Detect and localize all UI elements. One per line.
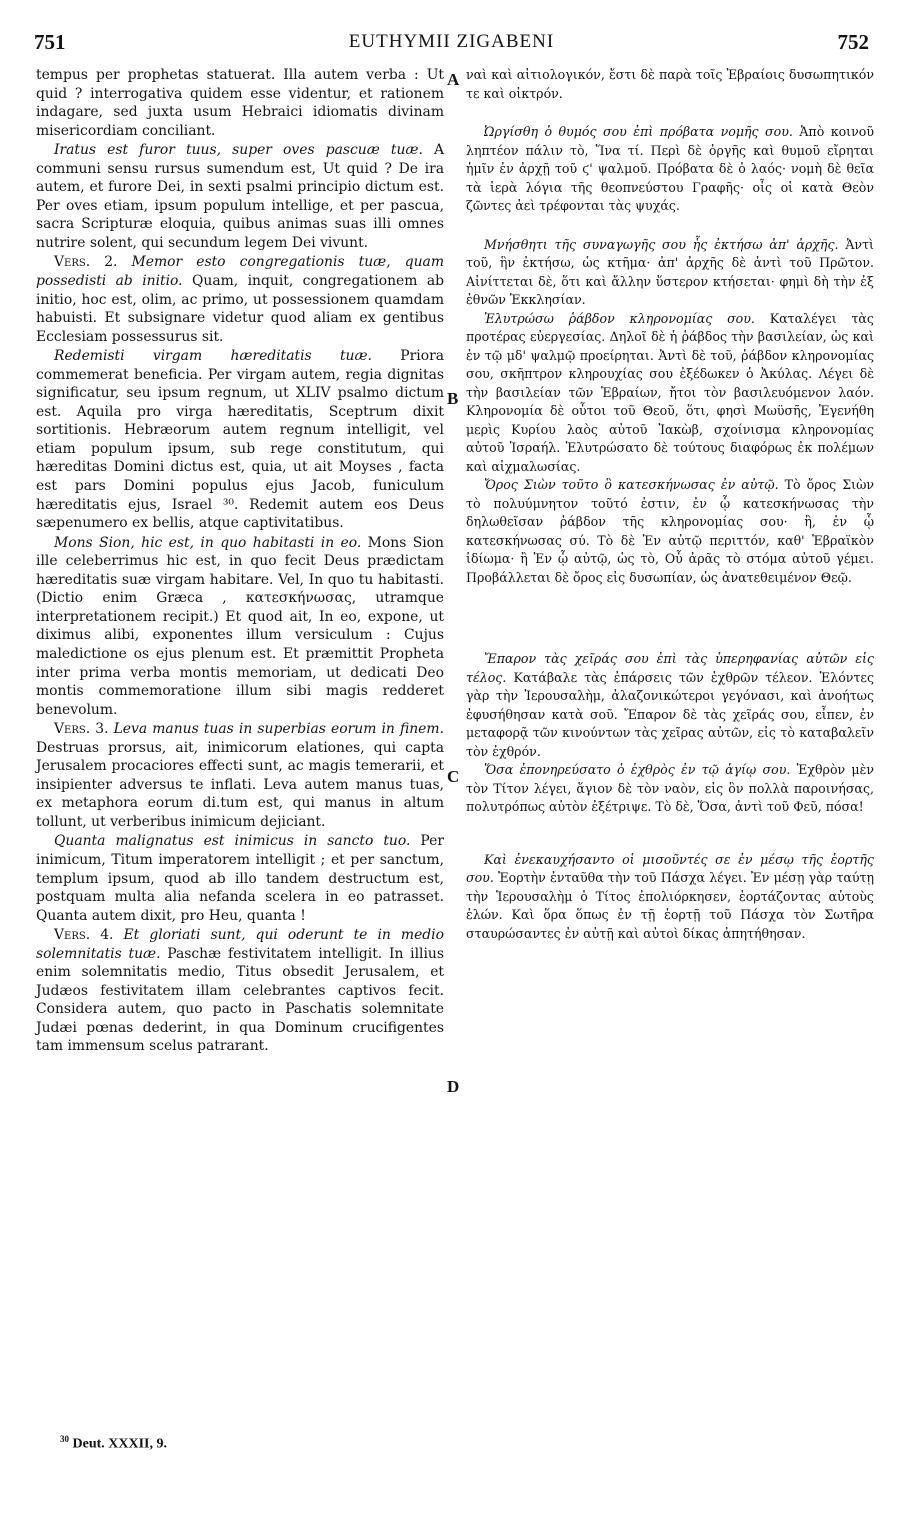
greek-lemma: Ὄρος Σιὼν τοῦτο ὃ κατεσκήνωσας ἐν αὐτῷ. xyxy=(484,477,779,492)
spacer xyxy=(466,216,874,236)
latin-text: Paschæ festivitatem intelligit. In illius enim solemnitatis medio, Titus obsedit Jerusalem, et Judæos festivitatem illam celebrantes captivos fecit. Considera autem, quo pacto in Paschatis solemnitate Judæi pœnas dederint, in qua Dominum crucifigentes tam immensum scelus patrarant. xyxy=(36,945,444,1055)
verse-label: Vers. 4. xyxy=(54,927,114,944)
latin-text: tempus per prophetas statuerat. Illa autem verba : Ut quid ? interrogativa quidem esse videntur, et rationem indagare, sed juxta usum Hebraici idiomatis divinam misericordiam conciliant. xyxy=(36,67,444,139)
latin-lemma: Leva manus tuas in superbias eorum in finem. xyxy=(108,721,444,738)
greek-paragraph xyxy=(466,66,874,103)
greek-text: Ἀντὶ τοῦ, ἣν ἐκτήσω, ὡς κτῆμα· ἀπ' ἀρχῆς δὲ ἀντὶ τοῦ Πρῶτον. Αἰνίττεται δὲ, ὅτι καὶ ἄλλην ὕστερον κτήσεται· φημὶ δὴ τὴν ἐξ ἐθνῶν Ἐκκλησίαν. xyxy=(466,236,874,307)
greek-text: Ἑορτὴν ἐνταῦθα τὴν τοῦ Πάσχα λέγει. Ἐν μέσῃ γὰρ ταύτῃ τὴν Ἱερουσαλὴμ ὁ Τίτος ἐπολιόρκησεν, ἑορτάζοντας αὐτοὺς ἑλών. Καὶ ὅρα ὅπως ἐν τῇ ἑορτῇ τοῦ Πάσχα τὸν Σωτῆρα σταυρώσαντες ἐν αὐτῇ καὶ αὐτοὶ δίκας ἀπητήθησαν. xyxy=(466,870,874,941)
page-number-right: 752 xyxy=(837,30,869,54)
greek-text: Ἐχθρὸν μὲν τὸν Τίτον λέγει, ἅγιον δὲ τὸν ναὸν, εἰς ὃν πολλὰ παροινήσας, πολυτρόπως αὐτὸν ἐξέτριψε. Τὸ δὲ, Ὅσα, ἀντὶ τοῦ Φεῦ, πόσα! xyxy=(466,762,875,814)
greek-paragraph xyxy=(466,761,874,817)
latin-lemma: Memor esto congregationis tuæ, quam possedisti ab initio. xyxy=(36,254,445,290)
latin-text: A communi sensu rursus sumendum est, Ut quid ? De ira autem, et furore Dei, in sexti psalmi principio dictum est. Per oves etiam, ipsum populum intellige, et per pascua, sacra Scripturæ eloquia, quibus animas suas illi omnes nutrire solent, qui secundum legem Dei vivunt. xyxy=(36,142,444,251)
page-number-left: 751 xyxy=(34,30,66,54)
greek-text: Κατάβαλε τὰς ἐπάρσεις τῶν ἐχθρῶν τέλεον. Ἑλόντες γὰρ τὴν Ἱερουσαλὴμ, ἀλαζονικώτεροι γεγόνασι, καὶ ἀνοήτως ἐφυσήθησαν κατὰ σοῦ. Ἔπαρον δὲ τὰς χεῖράς σου, εἶπεν, ἐν μεταφορᾷ τῶν κινούντων τὰς χεῖρας αὐτῶν, εἰς τὸ καταβαλεῖν τὸν ἐχθρόν. xyxy=(466,669,874,759)
greek-column xyxy=(466,66,874,943)
greek-paragraph xyxy=(466,851,874,944)
latin-lemma: Mons Sion, hic est, in quo habitasti in eo. xyxy=(54,534,362,551)
latin-text: Mons Sion ille celeberrimus hic est, in quo fecit Deus prædictam hæreditatis suæ virgam habitare. Vel, In quo tu habitasti. (Dictio enim Græca , κατεσκήνωσας, utramque interpretationem recipit.) Et quod ait, In eo, expone, ut diximus alibi, exponentes illum versiculum : Cujus maledictione os ejus plenum est. Et præmittit Propheta inter prima verba montis memoriam, ut dedicati Deo montis commemoratione illum sibi magis redderet benevolum. xyxy=(36,534,444,718)
latin-lemma: Quanta malignatus est inimicus in sancto tuo. xyxy=(54,833,411,850)
greek-text: Καταλέγει τὰς προτέρας εὐεργεσίας. Δηλοῖ δὲ ἡ ῥάβδος τὴν βασιλείαν, ὡς καὶ ἐν τῷ μδ' ψαλμῷ προείρηται. Ἀντὶ δὲ τοῦ, ῥάβδον κληρονομίας σου, σκῆπτρον κληρουχίας σου ἐξέδωκεν ὁ Ἀκύλας. Λέγει δὲ τὴν βασιλείαν τῶν Ἑβραίων, ἤτοι τὸν βασιλευόμενον λαόν. Κληρονομία δὲ οὗτοι τοῦ Θεοῦ, ὅτι, φησὶ Μωϋσῆς, Ἐγενήθη μερὶς Κυρίου λαὸς αὐτοῦ Ἰακὼβ, σχοίνισμα κληρονομίας αὐτοῦ Ἰσραήλ. Ἐλυτρώσατο δὲ τούτους διαφόρως ἐκ πολέμων καὶ αἰχμαλωσίας. xyxy=(466,310,874,474)
footnote xyxy=(60,1434,167,1453)
latin-paragraph xyxy=(36,926,444,1056)
greek-lemma: Ἔπαρον τὰς χεῖράς σου ἐπὶ τὰς ὑπερηφανίας αὐτῶν εἰς τέλος. xyxy=(466,651,874,685)
running-title: EUTHYMII ZIGABENI xyxy=(348,31,555,52)
spacer xyxy=(466,103,874,123)
greek-text: Ἀπὸ κοινοῦ ληπτέον πάλιν τὸ, Ἵνα τί. Περὶ δὲ ὀργῆς καὶ θυμοῦ εἴρηται ἡμῖν ἐν ἀρχῇ τοῦ ϛ' ψαλμοῦ. Πρόβατα δὲ ὁ λαός· νομὴ δὲ θεῖα τὰ ἱερὰ λόγια τῆς θεοπνεύστου Γραφῆς· οἷς οἱ κατὰ Θεὸν ζῶντες ἀεὶ τρέφονται τὰς ψυχάς. xyxy=(466,124,874,213)
footnote-text: Deut. XXXII, 9. xyxy=(69,1436,167,1452)
margin-marker-d: D xyxy=(447,1077,460,1096)
greek-paragraph xyxy=(466,476,874,587)
latin-text: Destruas prorsus, ait, inimicorum elationes, qui capta Jerusalem procaciores effecti sunt, ac magis temerarii, et insipienter adversus te inflati. Leva autem manus tuas, ex metaphora eorum di.tum est, qui manus in altum tollunt, ut verberibus inimicum dejiciant. xyxy=(36,739,444,830)
latin-paragraph xyxy=(36,534,444,719)
latin-paragraph xyxy=(36,141,444,252)
latin-paragraph xyxy=(36,832,444,925)
greek-text: Τὸ ὄρος Σιὼν τὸ πολυύμνητον τοῦτό ἐστιν, ἐν ᾧ κατεσκήνωσας τὴν δηλωθεῖσαν ῥάβδον τῆς κληρονομίας σου· ἢ, ἐν ᾧ κατεσκήνωσας σύ. Τὸ δὲ Ἐν αὐτῷ περιττόν, καθ' Ἑβραϊκὸν ἰδίωμα· ἢ Ἐν ᾧ αὐτῷ, ὡς τὸ, Οὗ ἀρᾶς τὸ στόμα αὐτοῦ γέμει. Προβάλλεται δὲ ὄρος εἰς δυσωπίαν, ὡς ἀνατεθειμένον Θεῷ. xyxy=(466,477,874,585)
spacer xyxy=(466,817,874,851)
greek-text: ναὶ καὶ αἰτιολογικόν, ἔστι δὲ παρὰ τοῖς Ἑβραίοις δυσωπητικόν τε καὶ οἰκτρόν. xyxy=(466,67,874,101)
latin-paragraph xyxy=(36,720,444,831)
footnote-number: 30 xyxy=(60,1434,69,1444)
spacer xyxy=(466,587,874,650)
greek-lemma: Ἐλυτρώσω ῥάβδον κληρονομίας σου. xyxy=(484,310,755,326)
latin-paragraph xyxy=(36,253,444,346)
margin-marker-b: B xyxy=(447,389,459,408)
latin-paragraph xyxy=(36,347,444,532)
margin-marker-c: C xyxy=(447,767,460,786)
greek-lemma: Καὶ ἐνεκαυχήσαντο οἱ μισοῦντές σε ἐν μέσῳ τῆς ἑορτῆς σου. xyxy=(466,851,874,885)
margin-marker-a: A xyxy=(447,70,460,89)
latin-paragraph xyxy=(36,66,444,140)
verse-label: Vers. 2. xyxy=(54,254,118,271)
greek-lemma: Ὠργίσθη ὁ θυμός σου ἐπὶ πρόβατα νομῆς σου. xyxy=(484,124,793,139)
verse-label: Vers. 3. xyxy=(54,721,109,738)
latin-column xyxy=(36,66,444,1057)
latin-text: Priora commemerat beneficia. Per virgam autem, regia dignitas significatur, seu ipsum regnum, ut XLIV psalmo dictum est. Aquila pro virga hæreditatis, Sceptrum dixit sortitionis. Hebræorum autem regnum intelligit, vel etiam populum ipsum, sub rege constitutum, qui hæreditas Domini dictus est, quia, ut ait Moyses , facta est pars Domini populus ejus Jacob, funiculum hæreditatis ejus, Israel ³⁰. Redemit autem eos Deus sæpenumero ex bellis, atque captivitatibus. xyxy=(36,348,444,532)
greek-paragraph xyxy=(466,650,874,761)
greek-lemma: Ὅσα ἐπονηρεύσατο ὁ ἐχθρὸς ἐν τῷ ἁγίῳ σου. xyxy=(484,762,791,777)
page-header xyxy=(34,30,869,60)
greek-paragraph xyxy=(466,236,874,310)
latin-lemma: Et gloriati sunt, qui oderunt te in medio solemnitatis tuæ. xyxy=(36,927,444,962)
latin-text: Per inimicum, Titum imperatorem intelligit ; et per sanctum, templum ipsum, quod ab illo tandem destructum est, postquam multa alia nefanda scelera in eo patrasset. Quanta autem dixit, pro Heu, quanta ! xyxy=(36,833,445,924)
greek-paragraph xyxy=(466,123,874,216)
greek-paragraph xyxy=(466,310,874,477)
latin-lemma: Iratus est furor tuus, super oves pascuæ tuæ. xyxy=(54,142,423,159)
latin-lemma: Redemisti virgam hæreditatis tuæ. xyxy=(54,348,372,365)
latin-text: Quam, inquit, congregationem ab initio, hoc est, olim, ac primo, ut possessionem quamdam habuisti. Et subsignare videtur quod aliam ex gentibus Ecclesiam possessurus sit. xyxy=(36,273,444,345)
greek-lemma: Μνήσθητι τῆς συναγωγῆς σου ἧς ἐκτήσω ἀπ' ἀρχῆς. xyxy=(484,236,839,252)
